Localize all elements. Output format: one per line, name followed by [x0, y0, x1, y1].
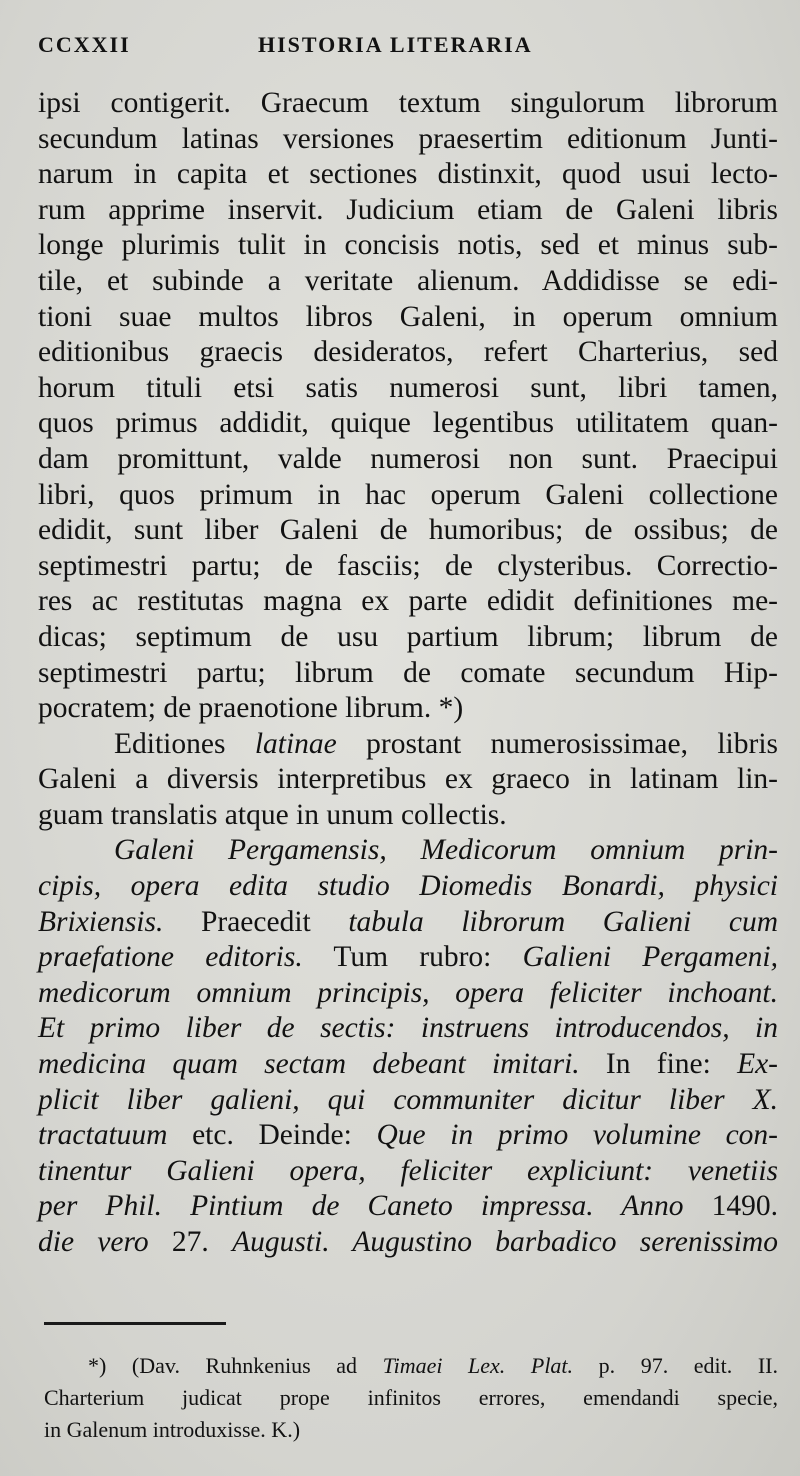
text-line: secundum latinas versiones praesertim editionum Junti-	[38, 122, 778, 155]
paragraph-line	[38, 1189, 778, 1225]
page-folio: CCXXII	[38, 32, 131, 57]
footnote-line: Charterium judicat prope infinitos errores, emendandi specie,	[44, 1385, 778, 1410]
text-line: edidit, sunt liber Galeni de humoribus; de ossibus; de	[38, 514, 778, 547]
paragraph-line	[38, 1047, 778, 1083]
text-run: etc. Deinde:	[167, 1119, 377, 1152]
text-line: guam translatis atque in unum collectis.	[38, 798, 507, 831]
text-line: ipsi contigerit. Graecum textum singulorum librorum	[38, 87, 778, 119]
italic-run: Augusti. Augustino barbadico serenissimo	[232, 1226, 778, 1258]
text-run: Tum rubro:	[302, 941, 523, 974]
running-header	[38, 32, 770, 62]
italic-run: Brixiensis.	[38, 905, 164, 938]
italic-run: praefatione editoris.	[38, 941, 303, 974]
text-line: septimestri partu; librum de comate secundum Hip-	[38, 656, 778, 689]
text-line: longe plurimis tulit in concisis notis, sed et minus sub-	[38, 229, 778, 262]
text-run: p. 97. edit. II.	[573, 1353, 778, 1378]
text-line: tinentur Galieni opera, feliciter expliciunt: venetiis	[38, 1154, 778, 1187]
paragraph-line	[38, 727, 778, 763]
italic-run: per Phil. Pintium de Caneto impressa. Anno	[38, 1190, 684, 1223]
text-line: cipis, opera edita studio Diomedis Bonardi, physici	[38, 870, 778, 903]
footnote	[44, 1350, 778, 1446]
paragraph-line	[38, 940, 778, 976]
paragraph-line	[38, 1225, 778, 1261]
footnote-line: in Galenum introduxisse. K.)	[44, 1417, 301, 1442]
text-line: Galeni Pergamensis, Medicorum omnium prin-	[114, 834, 778, 867]
text-line: tioni suae multos libros Galeni, in operum omnium	[38, 300, 778, 333]
text-run: prostant numerosissimae, libris	[336, 727, 778, 760]
running-title: HISTORIA LITERARIA	[258, 32, 533, 57]
text-line: res ac restitutas magna ex parte edidit definitiones me-	[38, 585, 778, 618]
text-run: Praecedit	[163, 905, 349, 938]
text-run: In fine:	[579, 1048, 738, 1081]
main-text	[38, 86, 778, 1261]
text-run: Editiones	[114, 727, 255, 760]
italic-run: tractatuum	[38, 1119, 168, 1152]
italic-run: latinae	[254, 727, 337, 760]
text-line: horum tituli etsi satis numerosi sunt, libri tamen,	[38, 371, 778, 404]
italic-run: medicina quam sectam debeant imitari.	[38, 1048, 580, 1081]
footnote-line	[44, 1350, 778, 1382]
italic-run: Que in primo volumine con-	[376, 1119, 778, 1152]
italic-run: Ex-	[737, 1048, 778, 1081]
paragraph-line	[38, 905, 778, 941]
text-line: libri, quos primum in hac operum Galeni collectione	[38, 478, 778, 511]
text-line: medicorum omnium principis, opera feliciter inchoant.	[38, 976, 778, 1009]
text-run: *) (Dav. Ruhnkenius ad	[88, 1353, 383, 1378]
text-line: pocratem; de praenotione librum. *)	[38, 692, 464, 725]
footnote-rule	[44, 1322, 226, 1325]
text-line: narum in capita et sectiones distinxit, quod usui lecto-	[38, 158, 778, 191]
text-line: plicit liber galieni, qui communiter dicitur liber X.	[38, 1083, 778, 1116]
text-line: rum apprime inservit. Judicium etiam de Galeni libris	[38, 193, 778, 226]
italic-run: tabula librorum Galieni cum	[348, 905, 778, 938]
text-line: dam promittunt, valde numerosi non sunt. Praecipui	[38, 442, 778, 475]
text-line: Galeni a diversis interpretibus ex graeco in latinam lin-	[38, 763, 778, 796]
italic-run: Galieni Pergameni,	[522, 941, 778, 974]
text-line: dicas; septimum de usu partium librum; librum de	[38, 620, 778, 653]
italic-run: Timaei Lex. Plat.	[382, 1353, 574, 1378]
text-run: 27.	[148, 1226, 233, 1258]
text-line: quos primus addidit, quique legentibus utilitatem quan-	[38, 407, 778, 440]
text-line: septimestri partu; de fasciis; de clysteribus. Correctio-	[38, 549, 778, 582]
text-line: tile, et subinde a veritate alienum. Addidisse se edi-	[38, 264, 778, 297]
text-line: Et primo liber de sectis: instruens introducendos, in	[38, 1012, 778, 1045]
paragraph-line	[38, 1118, 778, 1154]
text-run: 1490.	[683, 1190, 778, 1223]
italic-run: die vero	[38, 1226, 149, 1258]
text-line: editionibus graecis desideratos, refert Charterius, sed	[38, 336, 778, 369]
